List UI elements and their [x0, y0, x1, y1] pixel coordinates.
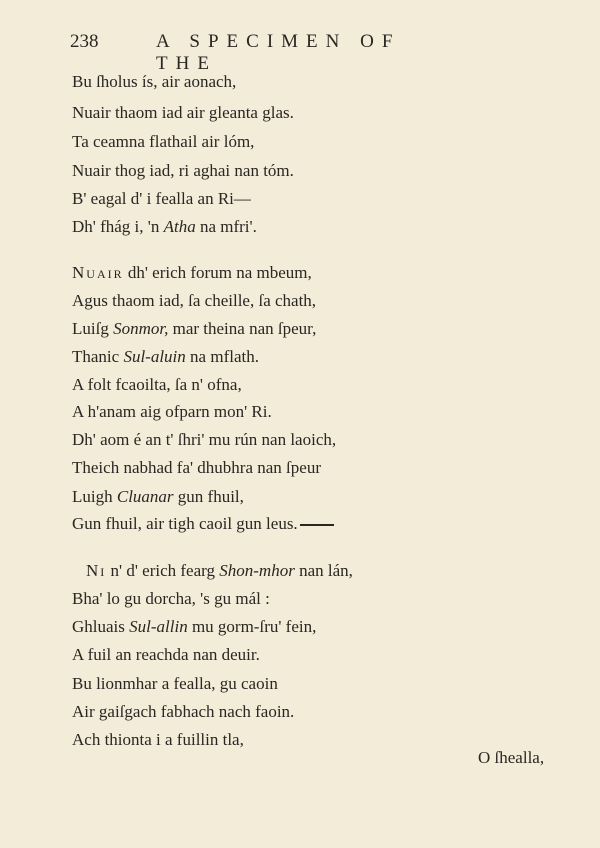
verse-line: Agus thaom iad, ſa cheille, ſa chath,	[72, 291, 317, 310]
verse-line: Ta ceamna flathail air lóm,	[72, 132, 255, 151]
verse-line: Gun fhuil, air tigh caoil gun leus.	[72, 514, 334, 534]
verse-line: Bha' lo gu dorcha, 's gu mál :	[72, 589, 270, 608]
verse-line: Nuair thaom iad air gleanta glas.	[72, 103, 294, 122]
running-title: A SPECIMEN OF THE	[156, 31, 401, 74]
verse-line: B' eagal d' i fealla an Ri—	[72, 189, 251, 208]
catchword: O ſhealla,	[478, 748, 545, 767]
verse-line: Bu ſholus ís, air aonach,	[72, 72, 237, 91]
verse-line: Dh' aom é an t' ſhri' mu rún nan laoich,	[72, 430, 337, 449]
verse-line: Bu lionmhar a fealla, gu caoin	[72, 674, 278, 693]
verse-line: Thanic Sul-aluin na mflath.	[72, 347, 259, 366]
verse-line: Nuair thog iad, ri aghai nan tóm.	[72, 161, 294, 180]
verse-line: A h'anam aig ofparn mon' Ri.	[72, 402, 272, 421]
verse-line: Luigh Cluanar gun fhuil,	[72, 487, 244, 506]
page-header	[70, 31, 470, 74]
verse-line: Dh' fhág i, 'n Atha na mfri'.	[72, 217, 257, 236]
verse-line: Air gaiſgach fabhach nach faoin.	[72, 702, 295, 721]
verse-line: A folt fcaoilta, ſa n' ofna,	[72, 375, 242, 394]
stanza-initial: Ni	[86, 561, 107, 580]
stanza-opening-line: Ni n' d' erich fearg Shon-mhor nan lán,	[86, 561, 353, 580]
page-number: 238	[70, 31, 99, 52]
stanza-opening-line: Nuair dh' erich forum na mbeum,	[72, 263, 312, 282]
verse-line: Ghluais Sul-allin mu gorm-ſru' fein,	[72, 617, 317, 636]
verse-line: Luiſg Sonmor, mar theina nan ſpeur,	[72, 319, 317, 338]
closing-rule	[300, 524, 334, 526]
verse-line: Ach thionta i a fuillin tla,	[72, 730, 244, 749]
stanza-initial: Nuair	[72, 263, 124, 282]
verse-line: A fuil an reachda nan deuir.	[72, 645, 260, 664]
verse-line: Theich nabhad fa' dhubhra nan ſpeur	[72, 458, 321, 477]
